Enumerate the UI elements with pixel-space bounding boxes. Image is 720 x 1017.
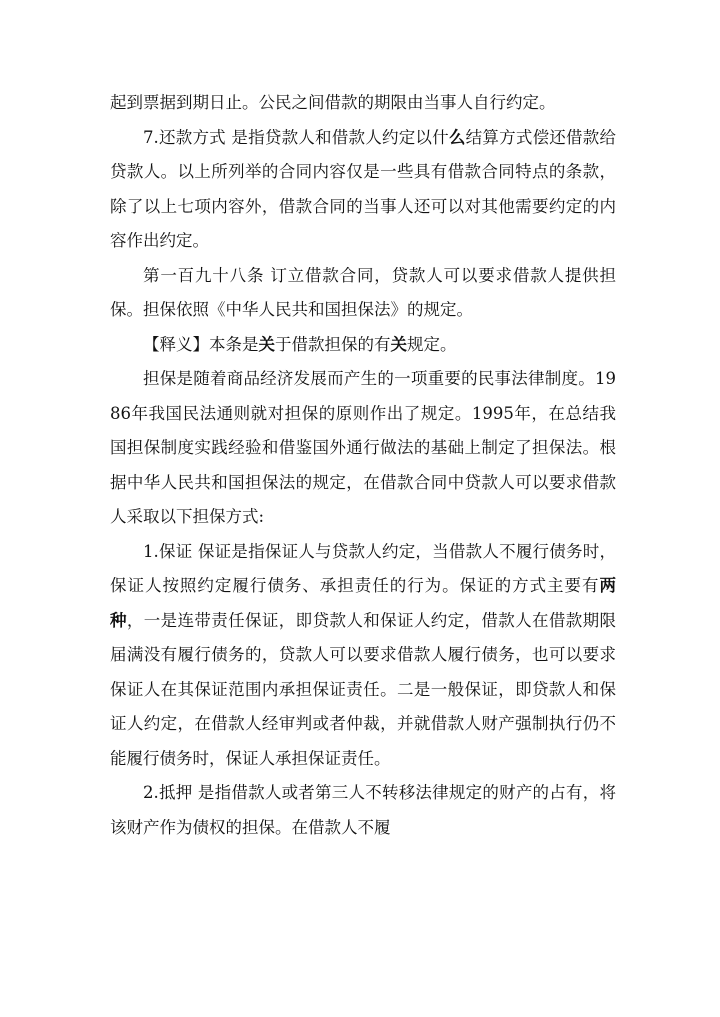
document-body	[110, 86, 616, 845]
paragraph-text: 担保是随着商品经济发展而产生的一项重要的民事法律制度。1986年我国民法通则就对担保的原则作出了规定。1995年，在总结我国担保制度实践经验和借鉴国外通行做法的基础上制定了担保法。根据中华人民共和国担保法的规定，在借款合同中贷款人可以要求借款人采取以下担保方式:	[110, 369, 616, 526]
paragraph-text: 第一百九十八条 订立借款合同，贷款人可以要求借款人提供担保。担保依照《中华人民共和国担保法》的规定。	[110, 265, 616, 319]
paragraph-2	[110, 121, 616, 259]
paragraph-text: 1.保证 保证是指保证人与贷款人约定，当借款人不履行债务时，保证人按照约定履行债务、承担责任的行为。保证的方式主要有	[110, 541, 616, 595]
paragraph-text: 规定。	[407, 334, 457, 354]
paragraph-text: 于借款担保的有	[275, 334, 391, 354]
bold-text: 关	[258, 334, 275, 354]
bold-text: 关	[390, 334, 407, 354]
paragraph-text: 2.抵押 是指借款人或者第三人不转移法律规定的财产的占有，将该财产作为债权的担保。在借款人不履	[110, 783, 616, 837]
paragraph-6	[110, 535, 616, 777]
paragraph-text: 7.还款方式 是指贷款人和借款人约定以什	[143, 127, 449, 147]
bold-text: 么	[448, 127, 466, 147]
paragraph-7	[110, 776, 616, 845]
paragraph-text: 【释义】本条是	[143, 334, 259, 354]
paragraph-1	[110, 86, 616, 121]
paragraph-text: 起到票据到期日止。公民之间借款的期限由当事人自行约定。	[110, 93, 556, 112]
paragraph-text: 结算方式偿还借款给贷款人。以上所列举的合同内容仅是一些具有借款合同特点的条款，除了以上七项内容外，借款合同的当事人还可以对其他需要约定的内容作出约定。	[110, 127, 616, 250]
paragraph-3	[110, 259, 616, 328]
bold-text: 两种	[110, 576, 616, 630]
paragraph-text: ，一是连带责任保证，即贷款人和保证人约定，借款人在借款期限届满没有履行债务的，贷款人可以要求借款人履行债务，也可以要求保证人在其保证范围内承担保证责任。二是一般保证，即贷款人和保证人约定，在借款人经审判或者仲裁，并就借款人财产强制执行仍不能履行债务时，保证人承担保证责任。	[110, 610, 617, 768]
paragraph-4	[110, 328, 616, 363]
paragraph-5	[110, 362, 616, 535]
